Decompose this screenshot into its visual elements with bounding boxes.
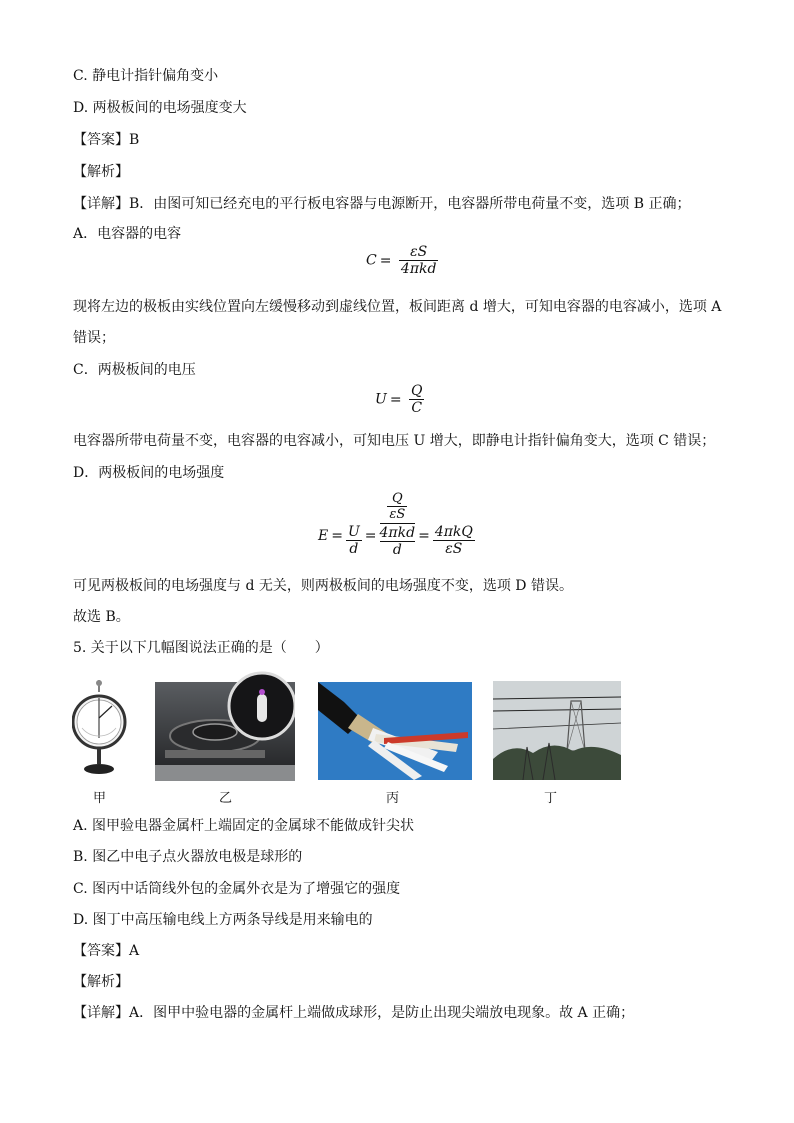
capacitance-formula: C = $\frac{\varepsilon S}{\text{4πkd}}$ <box>366 244 437 277</box>
explain-d: 可见两极板间的电场强度与 d 无关，则两极板间的电场强度不变，选项 D 错误。 <box>73 578 573 594</box>
answer-label-5: 【答案】A <box>73 943 140 959</box>
q5-option-d: D. 图丁中高压输电线上方两条导线是用来输电的 <box>73 912 373 928</box>
option-c: C. 静电计指针偏角变小 <box>73 68 219 84</box>
figure-jia-electroscope <box>72 678 127 778</box>
q5-option-b: B. 图乙中电子点火器放电极是球形的 <box>73 849 303 865</box>
q5-option-a: A. 图甲验电器金属杆上端固定的金属球不能做成针尖状 <box>73 818 415 834</box>
caption-jia: 甲 <box>93 791 107 806</box>
voltage-formula: U = $\frac{Q}{C}$ <box>375 383 423 416</box>
figure-yi-igniter <box>155 670 295 781</box>
question-5: 5. 关于以下几幅图说法正确的是（ ） <box>73 640 329 656</box>
choose-b: 故选 B。 <box>73 609 130 625</box>
explain-a-2: 错误； <box>73 330 115 346</box>
detail-4: 【详解】B．由图可知已经充电的平行板电容器与电源断开，电容器所带电荷量不变，选项 B 正确； <box>73 196 691 212</box>
q5-option-c: C. 图丙中话筒线外包的金属外衣是为了增强它的强度 <box>73 881 401 897</box>
answer-label-4: 【答案】B <box>73 132 140 148</box>
figure-bing-cable <box>318 682 472 780</box>
sub-a: A．电容器的电容 <box>73 226 182 242</box>
explain-c: 电容器所带电荷量不变，电容器的电容减小，可知电压 U 增大，即静电计指针偏角变大，选项 C 错误； <box>73 433 716 449</box>
caption-ding: 丁 <box>544 791 558 806</box>
sub-c: C．两极板间的电压 <box>73 362 196 378</box>
option-d: D. 两极板间的电场强度变大 <box>73 100 247 116</box>
caption-yi: 乙 <box>219 791 233 806</box>
sub-d: D．两极板间的电场强度 <box>73 465 225 481</box>
analysis-label-4: 【解析】 <box>73 164 129 180</box>
explain-a-1: 现将左边的极板由实线位置向左缓慢移动到虚线位置，板间距离 d 增大，可知电容器的电容减小，选项 A <box>73 299 722 315</box>
figure-ding-powerline <box>493 681 621 780</box>
analysis-label-5: 【解析】 <box>73 974 129 990</box>
field-formula: E = $\frac{U}{d}$ = $\frac{Q}{\varepsilon S}$ 4πkd d = $\frac{\text{4πkQ}}{\varepsilon S}$ <box>318 491 473 558</box>
caption-bing: 丙 <box>386 791 400 806</box>
detail-5: 【详解】A．图甲中验电器的金属杆上端做成球形，是防止出现尖端放电现象。故 A 正确； <box>73 1005 635 1021</box>
